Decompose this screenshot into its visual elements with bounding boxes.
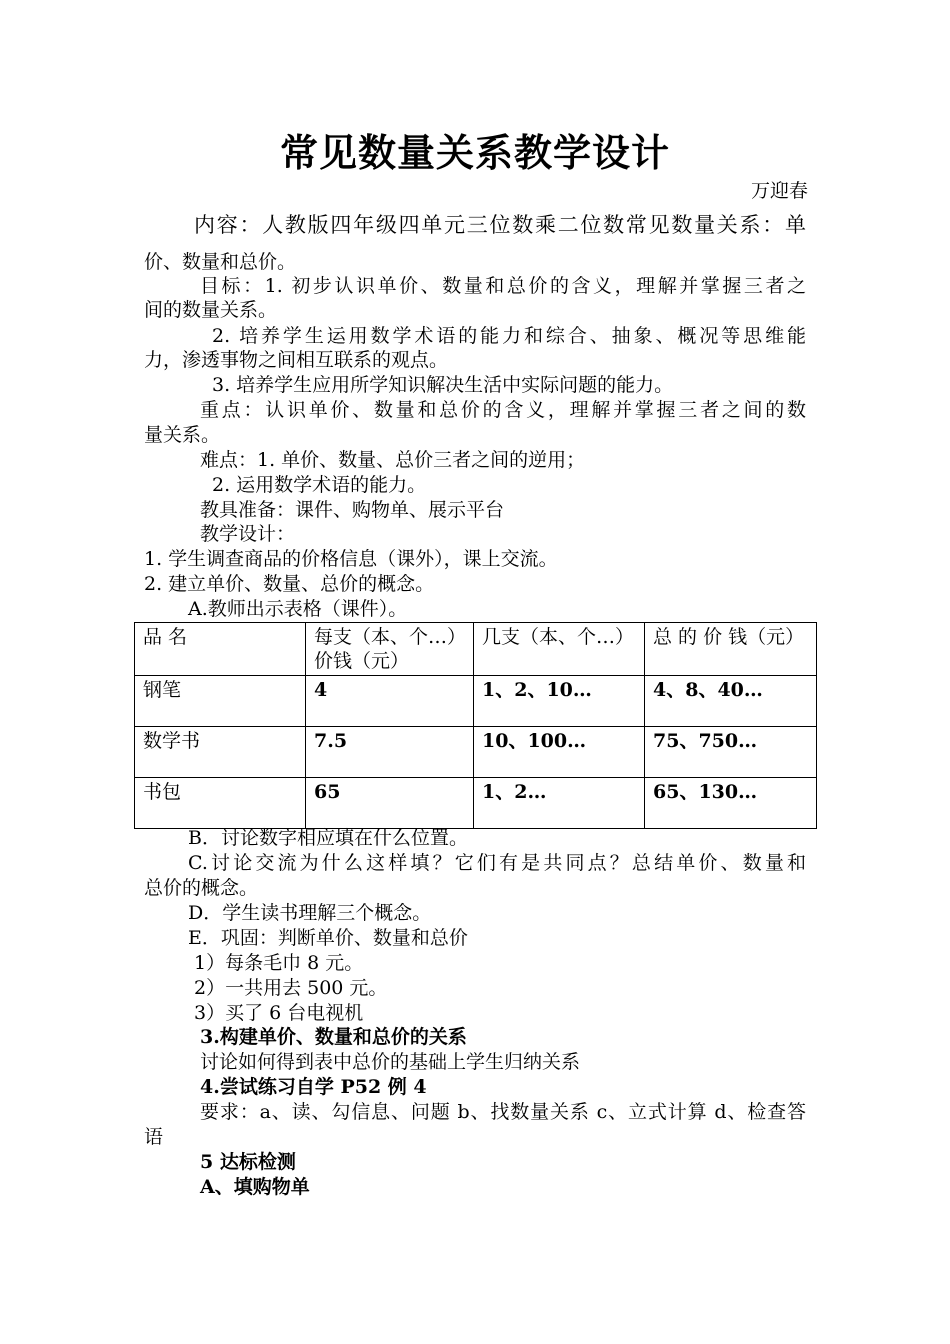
requirements-line-1: 要求：a、读、勾信息、问题 b、找数量关系 c、立式计算 d、检查答 [200, 1101, 806, 1123]
exercise-1: 1）每条毛巾 8 元。 [194, 952, 364, 974]
step-2a: A.教师出示表格（课件）。 [188, 598, 408, 620]
step-2: 2. 建立单价、数量、总价的概念。 [144, 573, 435, 595]
content-line-1: 内容：人教版四年级四单元三位数乘二位数常见数量关系：单 [194, 213, 806, 237]
table-cell: 1、2… [474, 778, 645, 829]
step-b: B．讨论数字相应填在什么位置。 [188, 827, 468, 849]
table-cell: 钢笔 [135, 676, 306, 727]
table-header-cell: 几支（本、个…） [474, 623, 645, 676]
table-cell: 4 [306, 676, 474, 727]
table-header-cell: 总 的 价 钱（元） [645, 623, 817, 676]
page-title: 常见数量关系教学设计 [279, 130, 670, 175]
step-c-line-2: 总价的概念。 [144, 877, 259, 899]
goal1-line-2: 间的数量关系。 [144, 299, 278, 321]
step-1: 1. 学生调查商品的价格信息（课外），课上交流。 [144, 548, 558, 570]
table-cell: 65 [306, 778, 474, 829]
step-d: D．学生读书理解三个概念。 [188, 902, 432, 924]
price-table [134, 622, 817, 829]
step-4: 4.尝试练习自学 P52 例 4 [200, 1076, 427, 1098]
step-5: 5 达标检测 [200, 1151, 296, 1173]
table-header-cell: 每支（本、个…）价钱（元） [306, 623, 474, 676]
tools: 教具准备：课件、购物单、展示平台 [200, 499, 505, 521]
table-cell: 数学书 [135, 727, 306, 778]
table-cell: 10、100… [474, 727, 645, 778]
author: 万迎春 [750, 180, 808, 202]
goal1-line-1: 目标：1. 初步认识单价、数量和总价的含义，理解并掌握三者之 [200, 275, 806, 297]
goal2-line-1: 2. 培养学生运用数学术语的能力和综合、抽象、概况等思维能 [212, 325, 806, 347]
table-cell: 7.5 [306, 727, 474, 778]
exercise-3: 3）买了 6 台电视机 [194, 1002, 364, 1024]
table-cell: 75、750… [645, 727, 817, 778]
table-cell: 1、2、10… [474, 676, 645, 727]
key-line-2: 量关系。 [144, 424, 221, 446]
table-cell: 4、8、40… [645, 676, 817, 727]
step-e: E．巩固：判断单价、数量和总价 [188, 927, 468, 949]
table-row [135, 778, 817, 829]
difficulty-1: 难点：1. 单价、数量、总价三者之间的逆用； [200, 449, 586, 471]
table-row [135, 727, 817, 778]
requirements-line-2: 语 [144, 1126, 164, 1148]
content-line-2: 价、数量和总价。 [144, 251, 297, 273]
goal2-line-2: 力，渗透事物之间相互联系的观点。 [144, 349, 449, 371]
exercise-2: 2）一共用去 500 元。 [194, 977, 388, 999]
table-header-row [135, 623, 817, 676]
step-c-line-1: C.讨论交流为什么这样填？它们有是共同点？总结单价、数量和 [188, 852, 806, 874]
step-3: 3.构建单价、数量和总价的关系 [200, 1026, 467, 1048]
table-cell: 书包 [135, 778, 306, 829]
difficulty-2: 2. 运用数学术语的能力。 [212, 474, 427, 496]
table-header-cell: 品 名 [135, 623, 306, 676]
table-cell: 65、130… [645, 778, 817, 829]
design-heading: 教学设计： [200, 523, 296, 545]
key-line-1: 重点：认识单价、数量和总价的含义，理解并掌握三者之间的数 [200, 399, 806, 421]
table-row [135, 676, 817, 727]
step-5a: A、填购物单 [200, 1176, 310, 1198]
goal3: 3. 培养学生应用所学知识解决生活中实际问题的能力。 [212, 374, 674, 396]
step-3-text: 讨论如何得到表中总价的基础上学生归纳关系 [200, 1051, 581, 1073]
